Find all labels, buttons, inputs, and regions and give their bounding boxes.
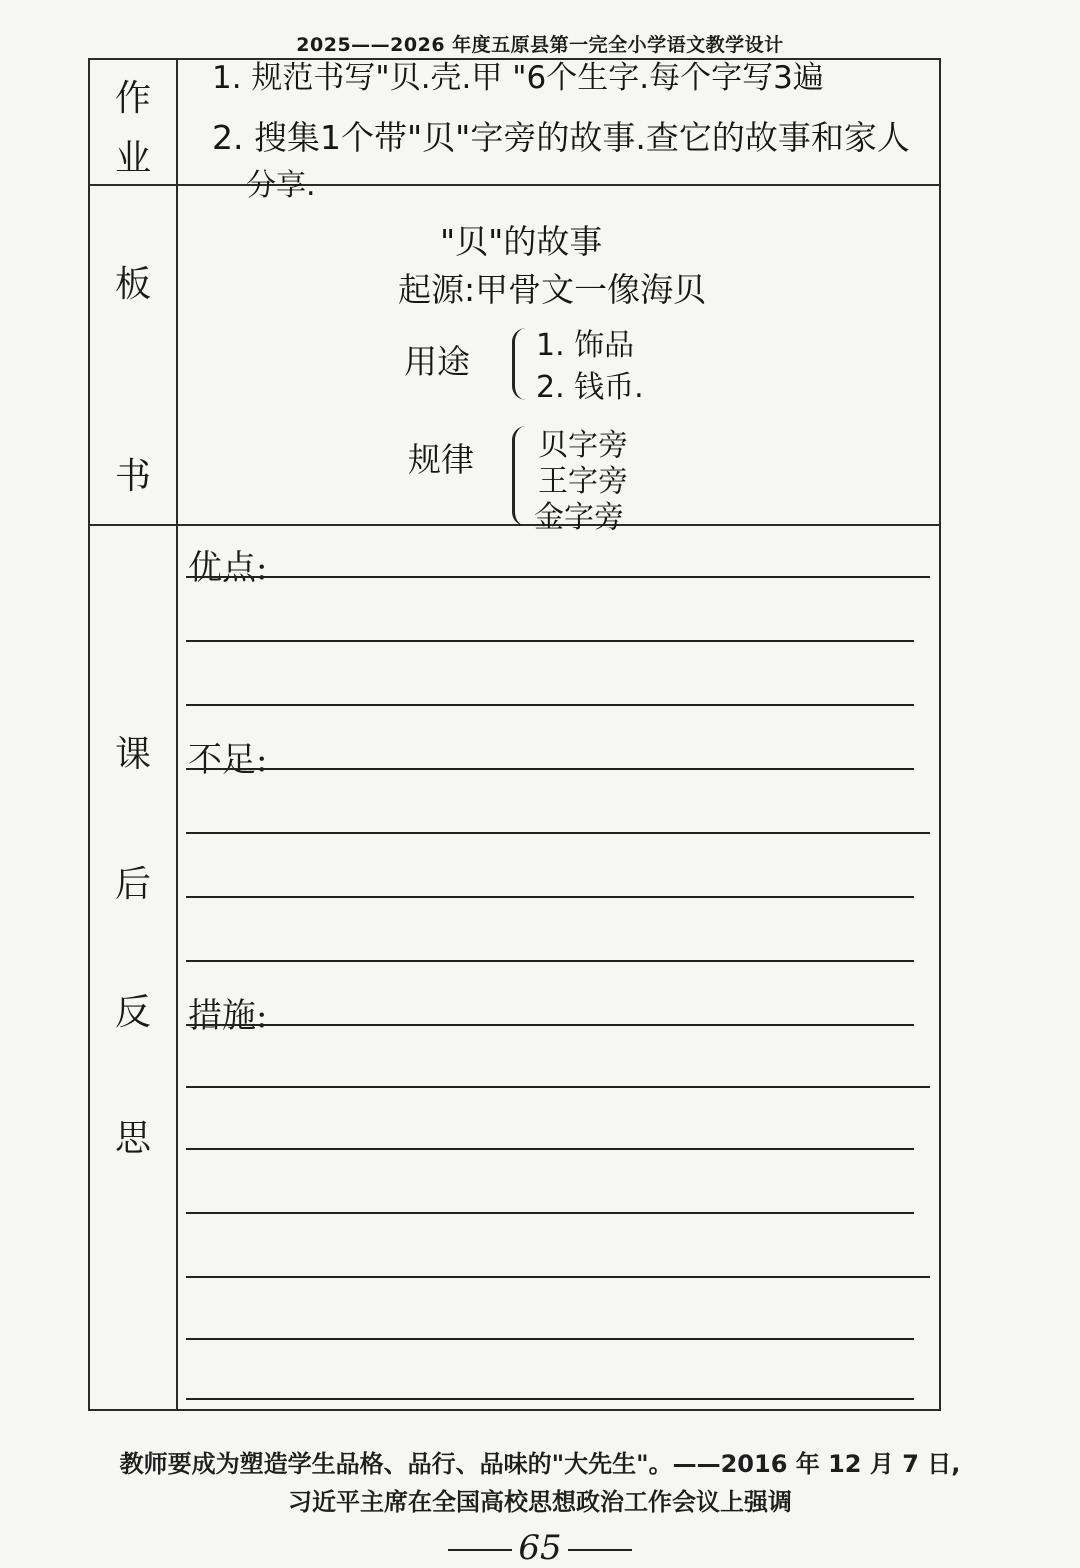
brace <box>512 426 527 526</box>
writing-line <box>186 576 930 578</box>
board-rule-label: 规律 <box>408 440 474 479</box>
shortcomings-label: 不足: <box>188 740 268 780</box>
homework-line-1: 1. 规范书写"贝.壳.甲 "6个生字.每个字写3遍 <box>212 60 824 96</box>
label-homework-2: 业 <box>114 138 151 179</box>
writing-line <box>186 704 914 706</box>
writing-line <box>186 1398 914 1400</box>
row-divider <box>90 524 939 526</box>
board-use-1: 1. 饰品 <box>536 328 635 363</box>
page-number <box>0 1528 1080 1568</box>
label-homework-1: 作 <box>114 78 151 119</box>
label-reflection-1: 课 <box>114 734 151 775</box>
writing-line <box>186 1148 914 1150</box>
board-use-2: 2. 钱币. <box>536 370 644 405</box>
writing-line <box>186 1086 930 1088</box>
writing-line <box>186 640 914 642</box>
label-board-2: 书 <box>114 456 151 497</box>
writing-line <box>186 1212 914 1214</box>
dash-right <box>568 1549 632 1551</box>
page-header: 2025——2026 年度五原县第一完全小学语文教学设计 <box>296 34 784 56</box>
label-reflection-2: 后 <box>114 864 151 905</box>
column-divider <box>176 60 178 1409</box>
writing-line <box>186 832 930 834</box>
measures-label: 措施: <box>188 996 268 1036</box>
writing-line <box>186 1276 930 1278</box>
board-rule-3: 金字旁 <box>534 500 624 535</box>
board-rule-2: 王字旁 <box>538 464 628 499</box>
writing-line <box>186 896 914 898</box>
label-reflection-4: 思 <box>114 1118 151 1159</box>
brace <box>512 328 527 400</box>
board-origin: 起源:甲骨文一像海贝 <box>398 270 707 309</box>
board-title: "贝"的故事 <box>440 222 603 261</box>
row-divider <box>90 184 939 186</box>
page-number-text: 65 <box>518 1528 562 1568</box>
dash-left <box>448 1549 512 1551</box>
homework-line-3: 分享. <box>246 168 316 203</box>
writing-line <box>186 1024 914 1026</box>
merits-label: 优点: <box>188 548 268 588</box>
label-reflection-3: 反 <box>114 992 151 1033</box>
writing-line <box>186 768 914 770</box>
footer-quote-line-1: 教师要成为塑造学生品格、品行、品味的"大先生"。——2016 年 12 月 7 日, <box>119 1450 961 1478</box>
writing-line <box>186 960 914 962</box>
label-board-1: 板 <box>114 264 151 305</box>
board-use-label: 用途 <box>404 342 470 381</box>
writing-line <box>186 1338 914 1340</box>
homework-line-2: 2. 搜集1个带"贝"字旁的故事.查它的故事和家人 <box>212 118 910 157</box>
board-rule-1: 贝字旁 <box>538 428 628 463</box>
footer-quote-line-2: 习近平主席在全国高校思想政治工作会议上强调 <box>288 1488 792 1516</box>
